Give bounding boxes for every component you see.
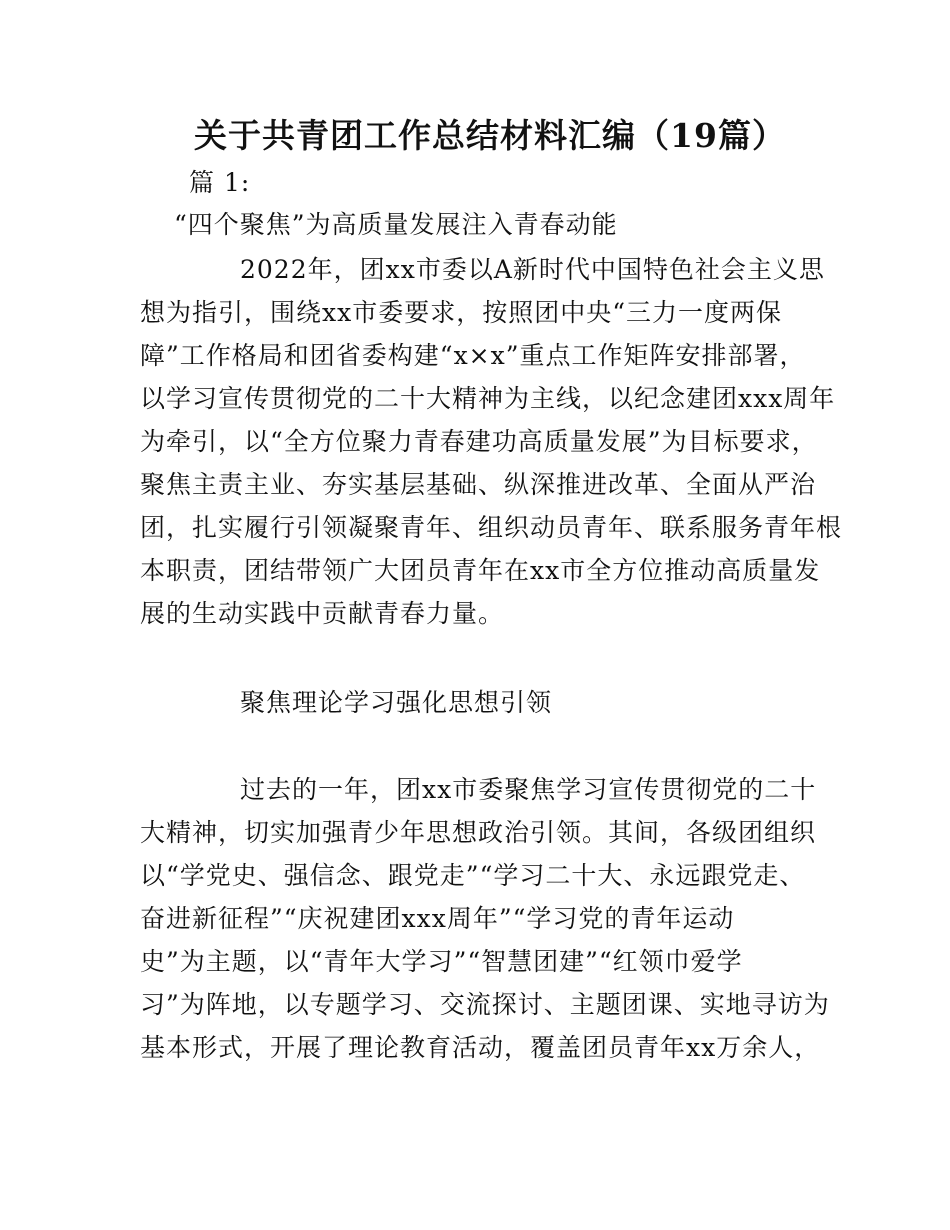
paragraph-line: 大精神，切实加强青少年思想政治引领。其间，各级团组织 [140, 818, 817, 847]
paragraph-line: 展的生动实践中贡献青春力量。 [140, 599, 505, 628]
chapter-label: 篇 1: [189, 168, 251, 197]
paragraph-line: 想为指引，围绕xx市委要求，按照团中央“三力一度两保 [140, 298, 782, 327]
paragraph-line: 以“学党史、强信念、跟党走”“学习二十大、永远跟党走、 [140, 861, 806, 890]
paragraph-line: 团，扎实履行引领凝聚青年、组织动员青年、联系服务青年根 [140, 513, 843, 542]
section-heading: 聚焦理论学习强化思想引领 [240, 688, 553, 717]
paragraph-line: 为牵引，以“全方位聚力青春建功高质量发展”为目标要求， [140, 427, 818, 456]
document-title: 关于共青团工作总结材料汇编（19篇） [194, 116, 786, 155]
paragraph-line: 以学习宣传贯彻党的二十大精神为主线，以纪念建团xxx周年 [140, 384, 836, 413]
paragraph-line: 基本形式，开展了理论教育活动，覆盖团员青年xx万余人， [140, 1033, 821, 1062]
paragraph-line: 2022年，团xx市委以A新时代中国特色社会主义思 [240, 255, 825, 284]
paragraph-line: 过去的一年，团xx市委聚焦学习宣传贯彻党的二十 [240, 775, 817, 804]
paragraph-line: 史”为主题，以“青年大学习”“智慧团建”“红领巾爱学 [140, 947, 743, 976]
document-subtitle: “四个聚焦”为高质量发展注入青春动能 [174, 210, 618, 239]
paragraph-line: 奋进新征程”“庆祝建团xxx周年”“学习党的青年运动 [140, 904, 735, 933]
paragraph-line: 习”为阵地，以专题学习、交流探讨、主题团课、实地寻访为 [140, 990, 830, 1019]
paragraph-line: 障”工作格局和团省委构建“x×x”重点工作矩阵安排部署， [140, 341, 806, 370]
paragraph-line: 聚焦主责主业、夯实基层基础、纵深推进改革、全面从严治 [140, 470, 817, 499]
paragraph-line: 本职责，团结带领广大团员青年在xx市全方位推动高质量发 [140, 556, 821, 585]
